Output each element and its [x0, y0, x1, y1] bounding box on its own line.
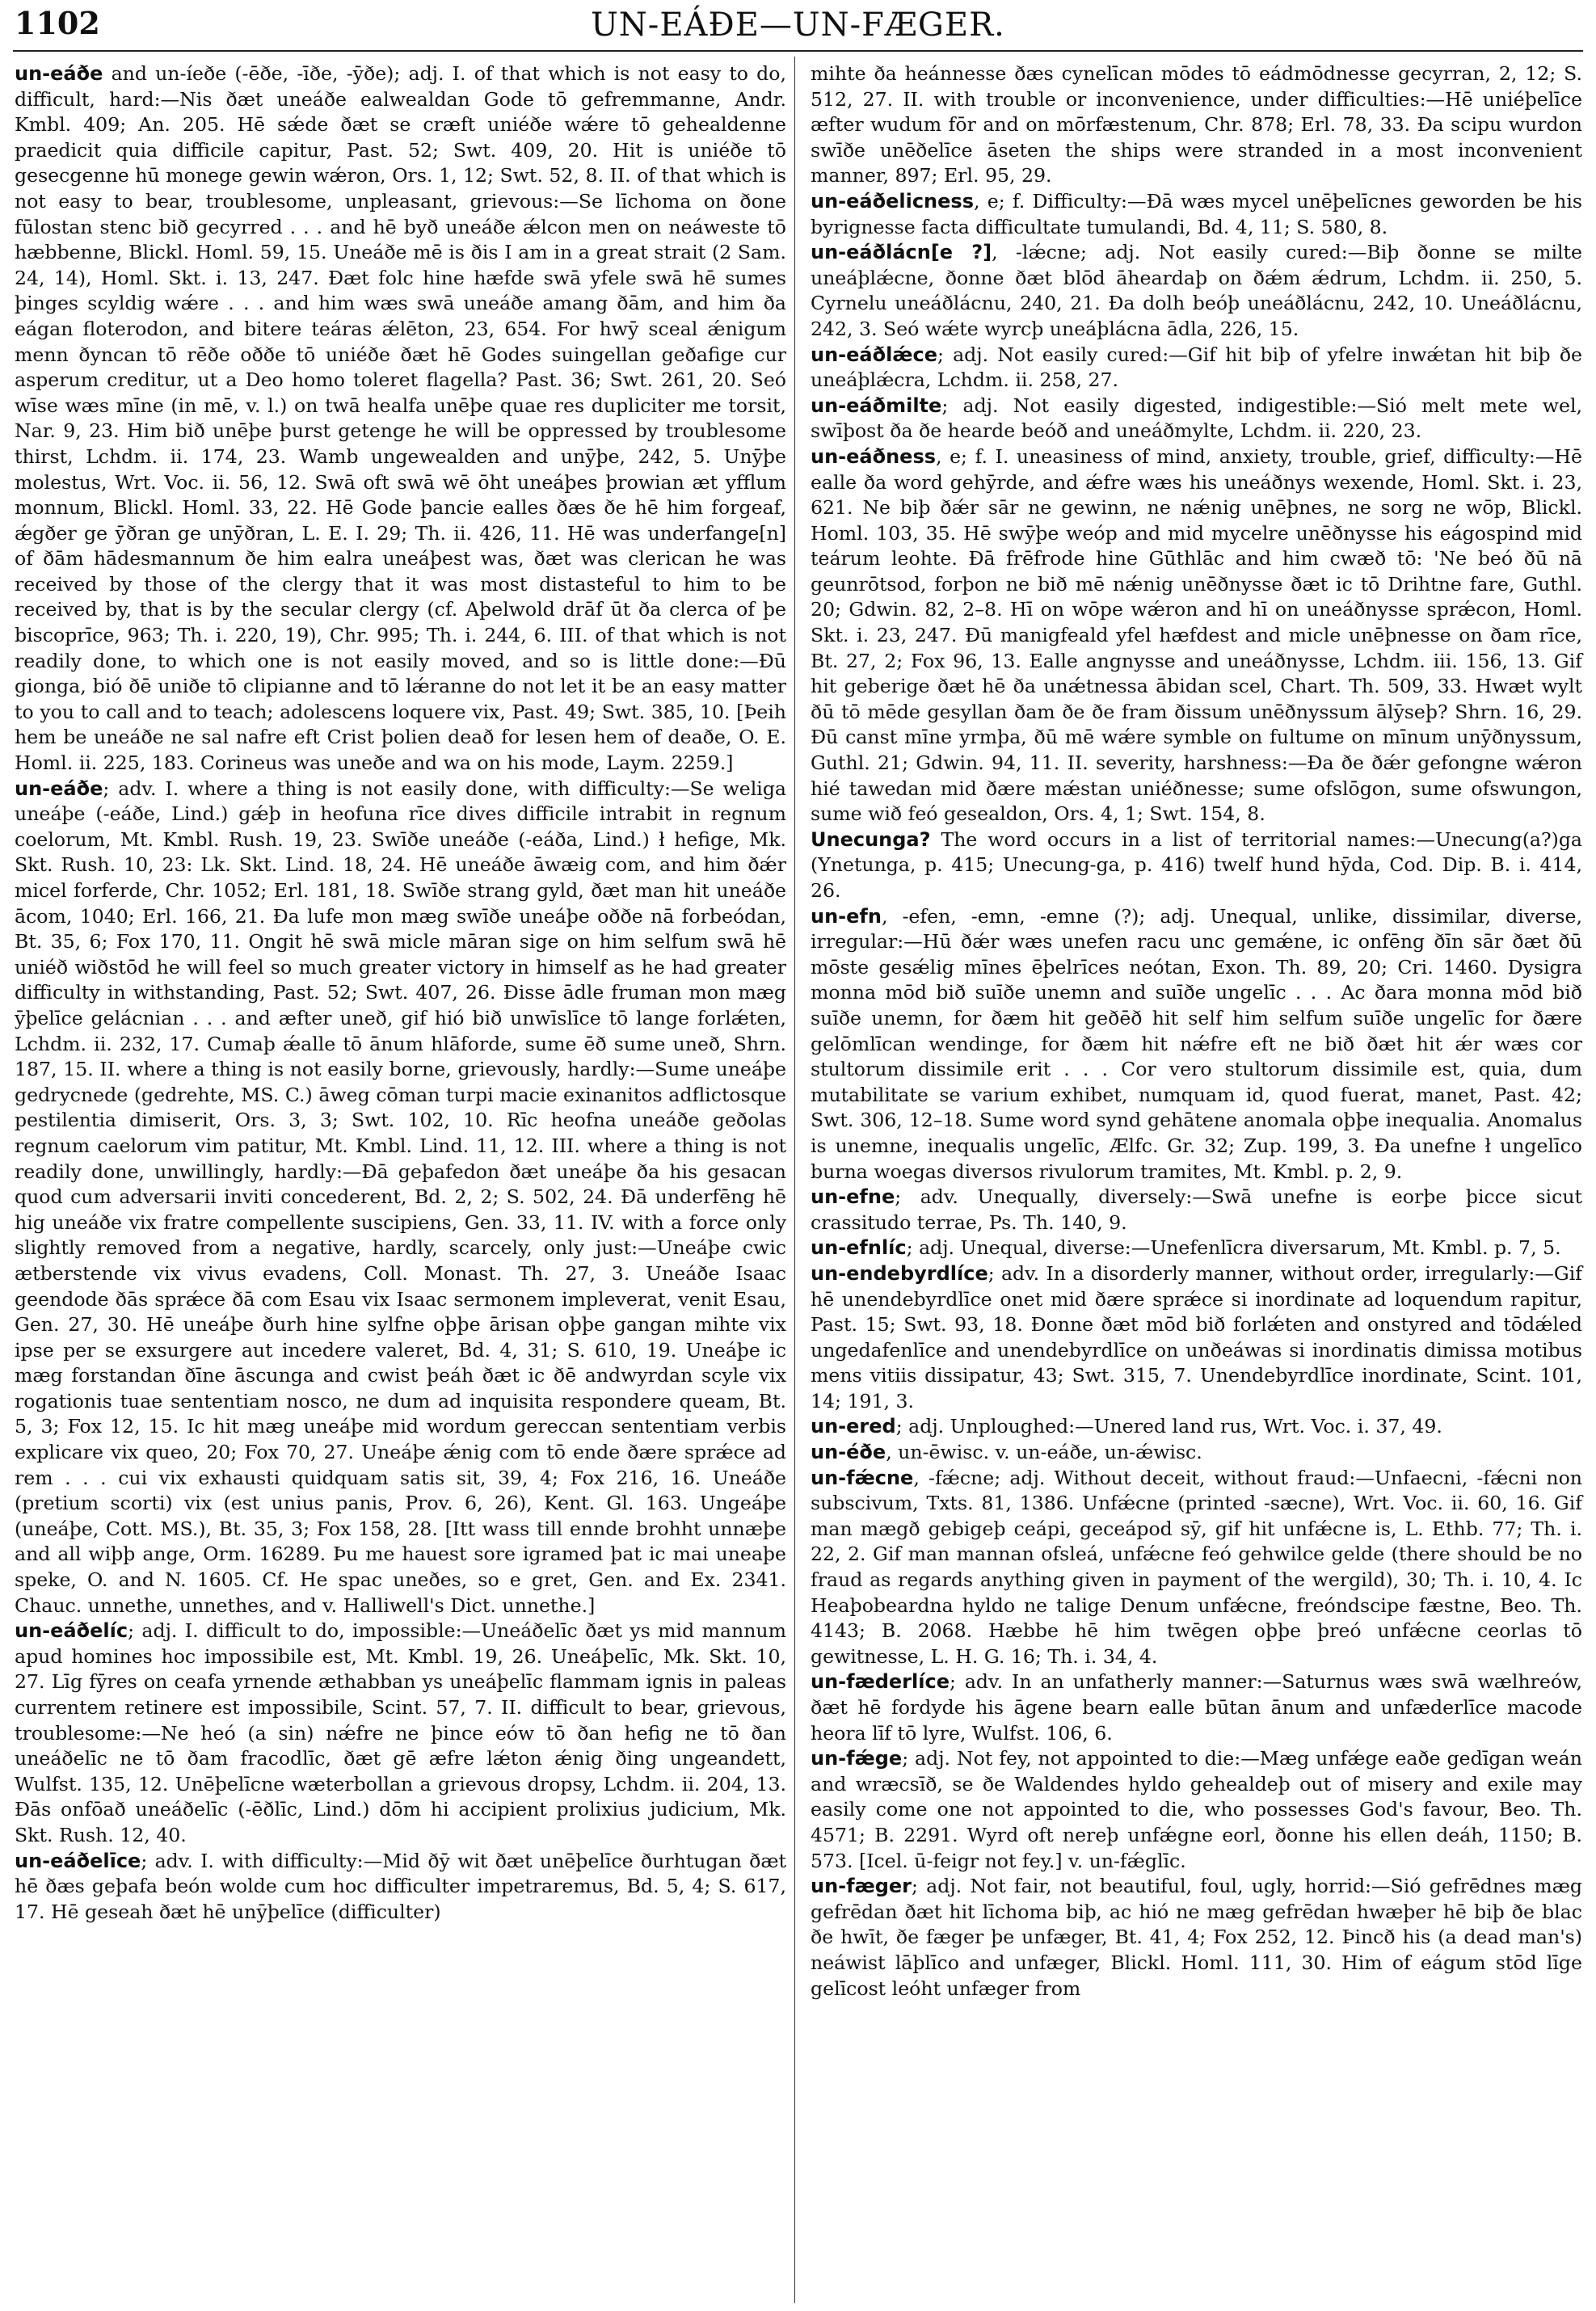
entry-headword: un-eáðe — [15, 62, 103, 85]
dictionary-entry — [811, 1440, 1582, 1466]
entry-text: mihte ða heánnesse ðæs cynelīcan mōdes tō eádmōdnesse gecyrran, 2, 12; S. 512, 27. II. with trouble or inconvenience, under difficulties:—Hē uniéþelīce æfter wudum fōr and on mōrfæstenum, Chr. 878; Erl. 78, 33. Ða scipu wurdon swīðe unēðelīce āseten the ships were stranded in a most inconvenient manner, 897; Erl. 95, 29. — [811, 62, 1582, 187]
right-column — [811, 61, 1582, 2002]
dictionary-entry — [811, 1261, 1582, 1415]
entry-text: and un-íeðe (-ēðe, -īðe, -ȳðe); adj. I. of that which is not easy to do, difficult, hard:—Nis ðæt uneáðe ealwealdan Gode tō gefremmanne, Andr. Kmbl. 409; An. 205. Hē sǽde ðæt se cræft uniéðe wǽre tō gehealdenne praedicit quia difficile capitur, Past. 52; Swt. 409, 20. Hit is uniéðe tō gesecgenne hū monege gewin wǽron, Ors. 1, 12; Swt. 52, 8. II. of that which is not easy to bear, troublesome, unpleasant, grievous:—Se līchoma on ðone fūlostan stenc bið gecyrred . . . and hē byð uneáðe ǽlcon men on neáweste tō hæbbenne, Blickl. Homl. 59, 15. Uneáðe mē is ðis I am in a great strait (2 Sam. 24, 14), Homl. Skt. i. 13, 247. Ðæt folc hine hæfde swā yfele swā hē sumes þinges scyldig wǽre . . . and him wæs swā uneáðe amang ðām, and him ða eágan floterodon, and bitere teáras ǽlēton, 23, 654. For hwȳ sceal ǽnigum menn ðyncan tō rēðe oððe tō uniéðe ðæt hē Godes suingellan geðafige cur asperum creditur, ut a Deo homo toleret flagella? Past. 36; Swt. 261, 20. Seó wīse wæs mīne (in mē, v. l.) on twā healfa unēþe quae res dupliciter me torsit, Nar. 9, 23. Him bið unēþe þurst getenge he will be oppressed by troublesome thirst, Lchdm. ii. 174, 23. Wamb ungewealden and unȳþe, 242, 5. Unȳþe molestus, Wrt. Voc. ii. 56, 12. Swā oft swā wē ōht uneáþes þrowian æt yfflum monnum, Blickl. Homl. 33, 22. Hē Gode þancie ealles ðæs ðe hē him forgeaf, ǽgðer ge ȳðran ge unȳðran, L. E. I. 29; Th. ii. 426, 11. Hē was underfange[n] of ðām hādesmannum ðe him ealra uneáþest was, ðæt was clerican he was received by those of the clergy that it was most distasteful to him to be received by, that is by the secular clergy (cf. Aþelwold drāf ūt ða clerca of þe biscoprīce, 963; Th. i. 220, 19), Chr. 995; Th. i. 244, 6. III. of that which is not readily done, to which one is not easily moved, and so is little done:—Ðū gionga, bió ðē uniðe tō clipianne and tō lǽranne do not let it be an easy matter to you to call and to teach; adolescens loquere vix, Past. 49; Swt. 385, 10. [Þeih hem be uneáðe ne sal nafre eft Crist þolien deað for lesen hem of deaðe, O. E. Homl. ii. 225, 183. Corineus was uneðe and wa on his mode, Laym. 2259.] — [15, 62, 786, 775]
entry-text: ; adv. In a disorderly manner, without order, irregularly:—Gif hē unendebyrdlīce onet mid ðære sprǽce si inordinate ad loquendum rapitur, Past. 15; Swt. 93, 18. Ðonne ðæt mōd bið forlǽten and onstyred and tōdǽled ungedafenlīce and unendebyrdlīce on unðeáwas si inordinatis dimissa motibus mens vitiis dissipatur, 43; Swt. 315, 7. Unendebyrdlīce inordinate, Scint. 101, 14; 191, 3. — [811, 1261, 1582, 1412]
entry-headword: un-eáðmilte — [811, 394, 942, 417]
entry-text: , un-ēwisc. v. un-eáðe, un-ǽwisc. — [886, 1441, 1202, 1464]
entry-headword: un-fǽge — [811, 1747, 903, 1770]
entry-headword: un-eáðlǽce — [811, 343, 937, 366]
entry-text: , e; f. Difficulty:—Ðā wæs mycel unēþelīcnes geworden be his byrignesse facta difficultate tumulandi, Bd. 4, 11; S. 580, 8. — [811, 189, 1582, 238]
entry-headword: un-fæderlíce — [811, 1670, 950, 1694]
entry-text: , e; f. I. uneasiness of mind, anxiety, trouble, grief, difficulty:—Hē ealle ða word gehȳrde, and ǽfre wæs his uneáðnys wexende, Homl. Skt. i. 23, 621. Ne biþ ðǽr sār ne gewinn, ne nǽnig unēþnes, ne sorg ne wōp, Blickl. Homl. 103, 35. Hē swȳþe weóp and mid mycelre unēðnysse his eágospind mid teárum leohte. Ðā frēfrode hine Gūthlāc and him cwæð tō: 'Ne beó ðū nā geunrōtsod, forþon ne bið mē nǽnig unēðnysse ðæt ic tō Drihtne fare, Guthl. 20; Gdwin. 82, 2–8. Hī on wōpe wǽron and hī on uneáðnysse sprǽcon, Homl. Skt. i. 23, 247. Ðū manigfeald yfel hæfdest and micle unēþnesse on ðam rīce, Bt. 27, 2; Fox 96, 13. Ealle angnysse and uneáðnysse, Lchdm. iii. 156, 13. Gif hit geberige ðæt hē ða unǽtnessa ābidan scel, Chart. Th. 509, 33. Hwæt wylt ðū tō mēde gesyllan ðam ðe ðe fram ðissum unēðnyssum ālȳseþ? Shrn. 16, 29. Ðū canst mīne yrmþa, ðū mē wǽre symble on fultume on mīnum unȳðnyssum, Guthl. 21; Gdwin. 94, 11. II. severity, harshness:—Ða ðe ðǽr gefongne wǽron hié tawedan mid ðære mǽstan uniéðnesse; sume ofslōgon, sume ofswungon, sume wið feó gesealdon, Ors. 4, 1; Swt. 154, 8. — [811, 444, 1582, 826]
page-number: 1102 — [15, 5, 100, 41]
entry-headword: un-endebyrdlíce — [811, 1261, 988, 1285]
dictionary-entry — [15, 61, 786, 777]
dictionary-entry — [811, 1874, 1582, 2002]
dictionary-entry — [811, 394, 1582, 444]
entry-headword: un-fæger — [811, 1875, 912, 1898]
dictionary-entry — [811, 1669, 1582, 1746]
entry-text: The word occurs in a list of territorial names:—Unecung(a?)ga (Ynetunga, p. 415; Unecung-ga, p. 416) twelf hund hȳda, Cod. Dip. B. i. 414, 26. — [811, 827, 1582, 902]
entry-headword: un-eáðelíc — [15, 1619, 128, 1643]
entry-headword: Unecunga? — [811, 827, 931, 851]
entry-headword: un-eáðlácn[e ?] — [811, 241, 992, 264]
entry-text: ; adv. In an unfatherly manner:—Saturnus wæs swā wælhreów, ðæt hē fordyde his āgene bearn ealle būtan ānum and unfæderlīce macode heora līf tō lyre, Wulfst. 106, 6. — [811, 1670, 1582, 1745]
entry-headword: un-eáðelicness — [811, 189, 974, 213]
dictionary-entry — [811, 189, 1582, 240]
entry-text: ; adj. Not easily digested, indigestible:—Sió melt mete wel, swīþost ða ðe hearde beóð and uneáðmylte, Lchdm. ii. 220, 23. — [811, 394, 1582, 443]
entry-headword: un-eáðness — [811, 444, 937, 468]
running-head: UN-EÁÐE—UN-FÆGER. — [591, 6, 1005, 44]
dictionary-entry — [811, 1235, 1582, 1261]
dictionary-entry — [15, 1849, 786, 1926]
entry-text: ; adj. Not fair, not beautiful, foul, ugly, horrid:—Sió gefrēdnes mæg gefrēdan ðæt hit līchoma biþ, ac hió ne mæg gefrēdan hwæþer hē biþ ðe blac ðe hwīt, ðe fæger þe unfæger, Bt. 41, 4; Fox 252, 12. Þincð his (a dead man's) neáwist lāþlīco and unfæger, Blickl. Homl. 111, 30. Him of eágum stōd līge gelīcost leóht unfæger from — [811, 1875, 1582, 2000]
dictionary-entry — [811, 827, 1582, 904]
entry-text: , -fǽcne; adj. Without deceit, without fraud:—Unfaecni, -fǽcni non subscivum, Txts. 81, 1386. Unfǽcne (printed -sæcne), Wrt. Voc. ii. 60, 16. Gif man mægð gebigeþ ceápi, geceápod sȳ, gif hit unfǽcne is, L. Ethb. 77; Th. i. 22, 2. Gif man mannan ofsleá, unfǽcne feó gehwilce gelde (there should be no fraud as regards anything given in payment of the wergild), 30; Th. i. 10, 4. Ic Heaþobeardna hyldo ne talige Denum unfǽcne, freóndscipe fæstne, Beo. Th. 4143; B. 2068. Hæbbe hē him twēgen oþþe þreó unfǽcne ceorlas tō gewitnesse, L. H. G. 16; Th. i. 34, 4. — [811, 1466, 1582, 1668]
entry-text: ; adj. I. difficult to do, impossible:—Uneáðelīc ðæt ys mid mannum apud homines hoc impossibile est, Mt. Kmbl. 19, 26. Uneáþelīc, Mk. Skt. 10, 27. Līg fȳres on ceafa yrnende æthabban ys uneáþelīc flammam ignis in paleas currentem retinere est impossibile, Scint. 57, 7. II. difficult to bear, grievous, troublesome:—Ne heó (a sin) nǽfre ne þince eów tō ðan hefig ne tō ðan uneáðelīc ne tō ðam fracodlīc, ðæt gē æfre lǽton ǽnig ðing ungeandett, Wulfst. 135, 12. Unēþelīcne wæterbollan a grievous dropsy, Lchdm. ii. 204, 13. Ðās onfōað uneáðelīc (-ēðlīc, Lind.) dōm hi accipient prolixius judicium, Mk. Skt. Rush. 12, 40. — [15, 1619, 786, 1846]
entry-text: ; adj. Unequal, diverse:—Unefenlīcra diversarum, Mt. Kmbl. p. 7, 5. — [906, 1236, 1561, 1260]
dictionary-entry — [811, 1414, 1582, 1440]
dictionary-entry — [15, 1619, 786, 1848]
dictionary-entry — [811, 904, 1582, 1185]
entry-headword: un-efn — [811, 904, 882, 928]
dictionary-entry — [811, 1185, 1582, 1235]
dictionary-entry — [811, 61, 1582, 189]
entry-text: ; adj. Not easily cured:—Gif hit biþ of yfelre inwǽtan hit biþ ðe uneáþlǽcra, Lchdm. ii. 258, 27. — [811, 343, 1582, 392]
left-column — [15, 61, 786, 1925]
dictionary-entry — [811, 1466, 1582, 1670]
entry-text: , -efen, -emn, -emne (?); adj. Unequal, unlike, dissimilar, diverse, irregular:—Hū ðǽr wæs unefen racu unc gemǽne, ic onfēng ðīn sār ðæt ðū mōste gesǽlig mīnes ēþelrīces neótan, Exon. Th. 89, 20; Cri. 1460. Dysigra monna mōd bið suīðe unemn and suīðe ungelīc . . . Ac ðara monna mōd bið suīðe unemn, for ðæm hit geðēð hit self him selfum suīðe ungelīc for ðære gelōmlīcan wendinge, for ðæm hit nǽfre eft ne bið ðæt hit ǽr wæs cor stultorum dissimile erit . . . Cor vero stultorum dissimile est, quia, dum mutabilitate se varium exhibet, numquam id, quod fuerat, manet, Past. 42; Swt. 306, 12–18. Sume word synd gehātene anomala oþþe inequalia. Anomalus is unemne, inequalis ungelīc, Ælfc. Gr. 32; Zup. 199, 3. Ða unefne ł ungelīco burna woegas diversos rivulorum tramites, Mt. Kmbl. p. 2, 9. — [811, 904, 1582, 1183]
column-divider — [794, 57, 795, 2303]
entry-text: ; adj. Not fey, not appointed to die:—Mæg unfǽge eaðe gedīgan weán and wræcsīð, se ðe Waldendes hyldo gehealdeþ out of misery and exile may easily come one not appointed to die, who possesses God's favour, Beo. Th. 4571; B. 2291. Wyrd oft nereþ unfǽgne eorl, ðonne his ellen deáh, 1150; B. 573. [Icel. ū-feigr not fey.] v. un-fǽglīc. — [811, 1747, 1582, 1872]
entry-headword: un-efnlíc — [811, 1236, 907, 1260]
entry-text: ; adv. I. with difficulty:—Mid ðȳ wit ðæt unēþelīce ðurhtugan ðæt hē ðæs geþafa beón wolde cum hoc difficulter impetraremus, Bd. 5, 4; S. 617, 17. Hē geseah ðæt hē unȳþelīce (difficulter) — [15, 1849, 786, 1923]
entry-text: , -lǽcne; adj. Not easily cured:—Biþ ðonne se milte uneáþlǽcne, ðonne ðæt blōd āheardaþ on ðǽm ǽdrum, Lchdm. ii. 250, 5. Cyrnelu uneáðlácnu, 240, 21. Ða dolh beóþ uneáðlácnu, 242, 10. Uneáðlácnu, 242, 3. Seó wǽte wyrcþ uneáþlácna ādla, 226, 15. — [811, 241, 1582, 340]
dictionary-entry — [811, 444, 1582, 827]
entry-headword: un-ered — [811, 1415, 896, 1438]
header-rule — [13, 50, 1583, 52]
dictionary-entry — [15, 777, 786, 1619]
entry-headword: un-eáðe — [15, 777, 103, 800]
entry-text: ; adv. I. where a thing is not easily done, with difficulty:—Se weliga uneáþe (-eáðe, Lind.) gǽþ in heofuna rīce dives difficile intrabit in regnum coelorum, Mt. Kmbl. Rush. 19, 23. Swīðe uneáðe (-eáða, Lind.) ł hefige, Mk. Skt. Rush. 10, 23: Lk. Skt. Lind. 18, 24. Hē uneáðe āwæig com, and him ðǽr micel forferde, Chr. 1052; Erl. 181, 18. Swīðe strang gyld, ðæt man hit uneáðe ācom, 1040; Erl. 166, 21. Ða lufe mon mæg swīðe uneáþe oððe nā forbeódan, Bt. 35, 6; Fox 170, 11. Ongit hē swā micle māran sige on him selfum swā hē uniéð wiðstōd he will feel so much greater victory in himself as he had greater difficulty in withstanding, Past. 52; Swt. 407, 26. Ðisse ādle fruman mon mæg ȳþelīce gelácnian . . . and æfter uneð, gif hió bið unwīslīce tō lange forlǽten, Lchdm. ii. 232, 17. Cumaþ ǽalle tō ānum hlāforde, sume ēð sume uneð, Shrn. 187, 15. II. where a thing is not easily borne, grievously, hardly:—Sume uneáþe gedrycnede (gedrehte, MS. C.) āweg cōman turpi macie exinanitos adflictosque pestilentia dimiserit, Ors. 3, 3; Swt. 102, 10. Rīc heofna uneáðe geðolas regnum caelorum vim patitur, Mt. Kmbl. Lind. 11, 12. III. where a thing is not readily done, unwillingly, hardly:—Ðā geþafedon ðæt uneáþe ða his gesacan quod cum adversarii inviti concederent, Bd. 2, 2; S. 502, 24. Ðā underfēng hē hig uneáðe vix fratre compellente suscipiens, Gen. 33, 11. IV. with a force only slightly removed from a negative, hardly, scarcely, only just:—Uneáþe cwic ætberstende vix vivus evadens, Coll. Monast. Th. 27, 3. Uneáðe Isaac geendode ðās sprǽce ðā com Esau vix Isaac sermonem impleverat, venit Esau, Gen. 27, 30. Hē uneáþe ðurh hine sylfne oþþe ārisan oþþe gangan mihte vix ipse per se exsurgere aut incedere valeret, Bd. 4, 31; S. 610, 19. Uneáþe ic mæg forstandan ðīne āscunga and cwist þeáh ðæt ic ðē andwyrdan scyle vix rogationis tuae sententiam nosco, ne dum ad inquisita respondere queam, Bt. 5, 3; Fox 12, 15. Ic hit mæg uneáþe mid wordum gereccan sententiam verbis explicare vix queo, 20; Fox 70, 27. Uneáþe ǽnig com tō ende ðære sprǽce ad rem . . . cui vix exhausti quidquam satis sit, 39, 4; Fox 216, 16. Uneáðe (pretium scorti) vix (est unius panis, Prov. 6, 26), Kent. Gl. 163. Ungeáþe (uneáþe, Cott. MS.), Bt. 35, 3; Fox 158, 28. [Itt wass till ennde brohht unnæþe and all wiþþ ange, Orm. 16289. Þu me hauest sore igramed þat ic mai uneaþe speke, O. and N. 1605. Cf. He spac uneðes, so e gret, Gen. and Ex. 2341. Chauc. unnethe, unnethes, and v. Halliwell's Dict. unnethe.] — [15, 777, 786, 1617]
dictionary-entry — [811, 240, 1582, 342]
entry-headword: un-éðe — [811, 1441, 886, 1464]
dictionary-entry — [811, 1746, 1582, 1874]
entry-headword: un-efne — [811, 1185, 895, 1209]
entry-headword: un-fǽcne — [811, 1466, 914, 1489]
dictionary-entry — [811, 343, 1582, 394]
entry-text: ; adv. Unequally, diversely:—Swā unefne is eorþe þicce sicut crassitudo terrae, Ps. Th. 140, 9. — [811, 1185, 1582, 1234]
entry-headword: un-eáðelīce — [15, 1849, 141, 1872]
entry-text: ; adj. Unploughed:—Unered land rus, Wrt. Voc. i. 37, 49. — [895, 1415, 1442, 1438]
